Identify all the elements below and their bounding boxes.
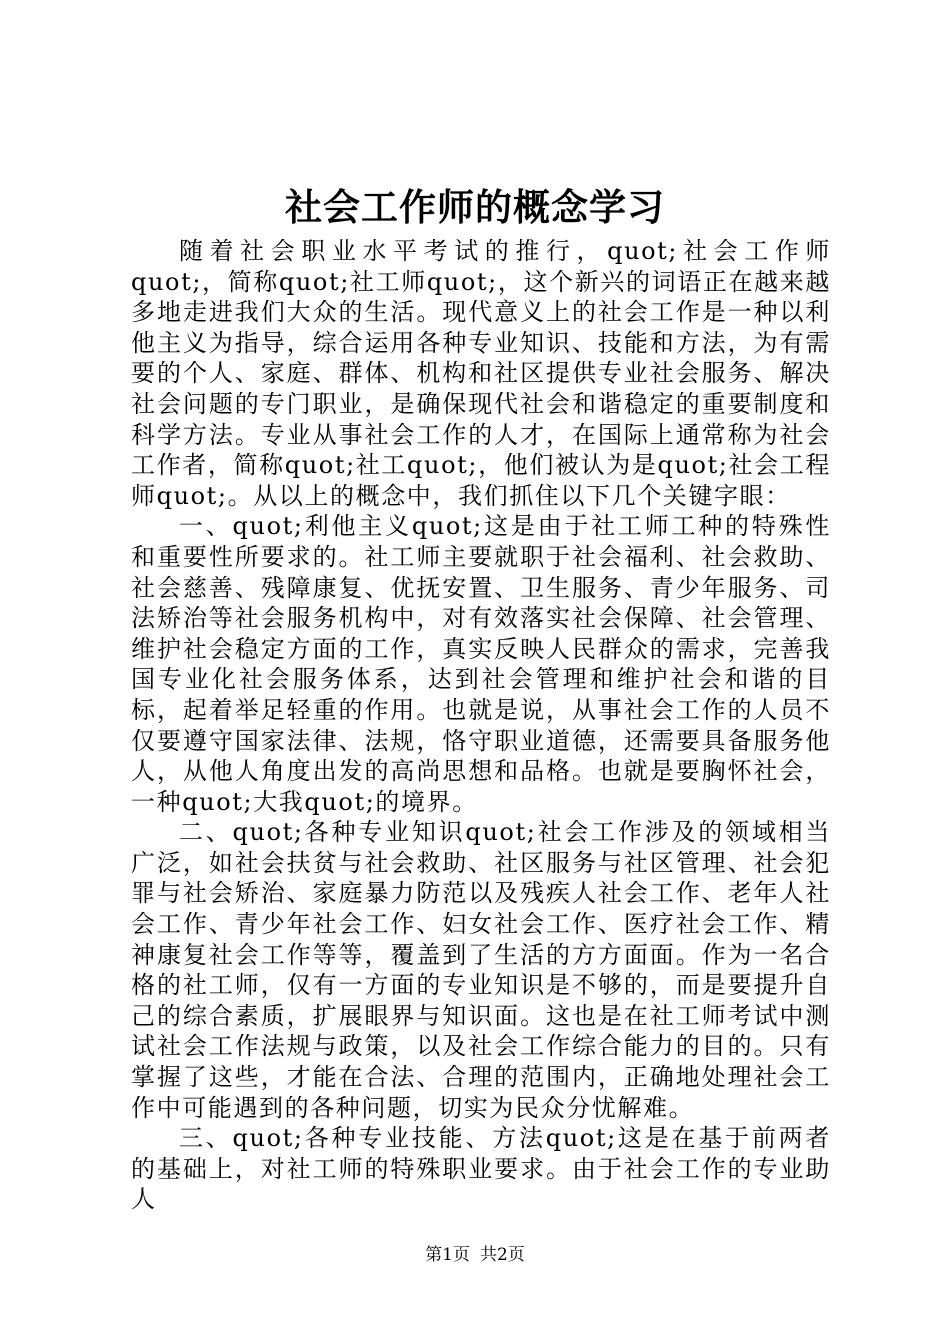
document-title: 社会工作师的概念学习 bbox=[285, 185, 665, 229]
paragraph-intro: 随着社会职业水平考试的推行，quot;社会工作师quot;，简称quot;社工师quot;，这个新兴的词语正在越来越多地走进我们大众的生活。现代意义上的社会工作是一种以利他主义为指导，综合运用各种专业知识、技能和方法，为有需要的个人、家庭、群体、机构和社区提供专业社会服务、解决社会问题的专门职业，是确保现代社会和谐稳定的重要制度和科学方法。专业从事社会工作的人才，在国际上通常称为社会工作者，简称quot;社工quot;，他们被认为是quot;社会工程师quot;。从以上的概念中，我们抓住以下几个关键字眼： bbox=[131, 237, 831, 510]
page-number: 第1页 bbox=[425, 1245, 470, 1265]
paragraph-skills: 三、quot;各种专业技能、方法quot;这是在基于前两者的基础上，对社工师的特殊职业要求。由于社会工作的专业助人 bbox=[131, 1124, 831, 1214]
paragraph-knowledge: 二、quot;各种专业知识quot;社会工作涉及的领域相当广泛，如社会扶贫与社会救助、社区服务与社区管理、社会犯罪与社会矫治、家庭暴力防范以及残疾人社会工作、老年人社会工作、青少年社会工作、妇女社会工作、医疗社会工作、精神康复社会工作等等，覆盖到了生活的方方面面。作为一名合格的社工师，仅有一方面的专业知识是不够的，而是要提升自己的综合素质，扩展眼界与知识面。这也是在社工师考试中测试社会工作法规与政策，以及社会工作综合能力的目的。只有掌握了这些，才能在合法、合理的范围内，正确地处理社会工作中可能遇到的各种问题，切实为民众分忧解难。 bbox=[131, 818, 831, 1122]
document-body bbox=[131, 236, 831, 1215]
page-footer bbox=[0, 1243, 950, 1267]
paragraph-altruism: 一、quot;利他主义quot;这是由于社工师工种的特殊性和重要性所要求的。社工师主要就职于社会福利、社会救助、社会慈善、残障康复、优抚安置、卫生服务、青少年服务、司法矫治等社会服务机构中，对有效落实社会保障、社会管理、维护社会稳定方面的工作，真实反映人民群众的需求，完善我国专业化社会服务体系，达到社会管理和维护社会和谐的目标，起着举足轻重的作用。也就是说，从事社会工作的人员不仅要遵守国家法律、法规，恪守职业道德，还需要具备服务他人，从他人角度出发的高尚思想和品格。也就是要胸怀社会，一种quot;大我quot;的境界。 bbox=[131, 512, 831, 816]
page-total: 共2页 bbox=[480, 1245, 525, 1265]
